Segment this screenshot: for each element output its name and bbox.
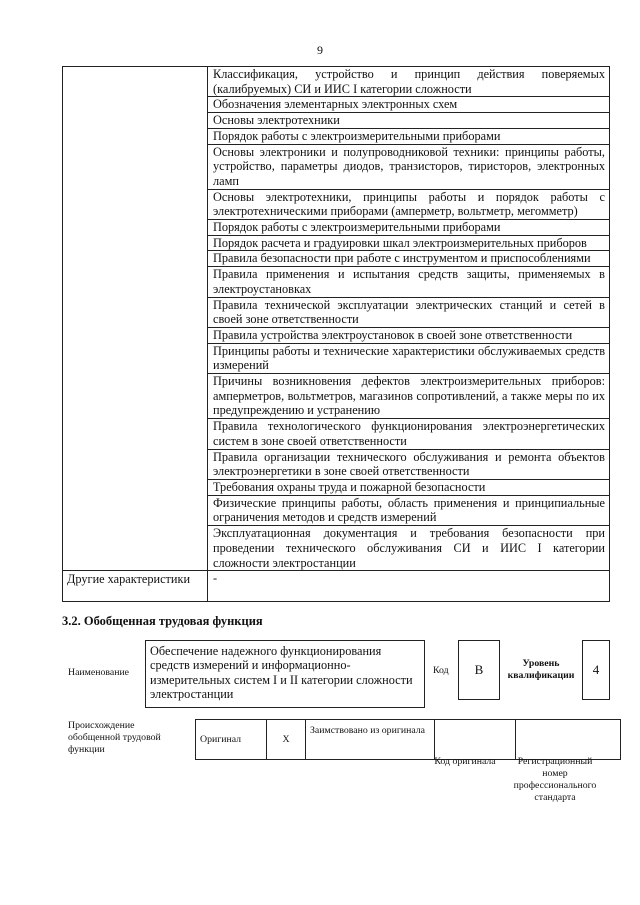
- knowledge-item: Правила технологического функционирования электроэнергетических систем в зоне своей ответственности: [208, 419, 610, 449]
- knowledge-item: Порядок расчета и градуировки шкал электроизмерительных приборов: [208, 235, 610, 251]
- code-field: B: [458, 640, 500, 700]
- knowledge-item: Порядок работы с электроизмерительными приборами: [208, 128, 610, 144]
- empty-label-cell: [63, 67, 208, 571]
- origin-table: [195, 719, 621, 760]
- knowledge-item: Основы электротехники: [208, 113, 610, 129]
- knowledge-item: Требования охраны труда и пожарной безопасности: [208, 479, 610, 495]
- knowledge-item: Порядок работы с электроизмерительными приборами: [208, 220, 610, 236]
- knowledge-item: Правила применения и испытания средств защиты, применяемых в электроустановках: [208, 267, 610, 297]
- original-mark: X: [267, 720, 306, 760]
- knowledge-item: Принципы работы и технические характеристики обслуживаемых средств измерений: [208, 343, 610, 373]
- other-characteristics-value: -: [208, 571, 610, 602]
- knowledge-item: Правила устройства электроустановок в своей зоне ответственности: [208, 327, 610, 343]
- qualification-level-label: Уровень квалификации: [507, 658, 575, 681]
- knowledge-item: Эксплуатационная документация и требования безопасности при проведении технического обслуживания СИ и ИИС I категории сложности электростанции: [208, 526, 610, 571]
- knowledge-item: Физические принципы работы, область применения и принципиальные ограничения методов и средств измерений: [208, 495, 610, 525]
- knowledge-item: Основы электротехники, принципы работы и порядок работы с электротехническими приборами (амперметр, вольтметр, мегомметр): [208, 189, 610, 219]
- knowledge-item: Правила технической эксплуатации электрических станций и сетей в своей зоне ответственности: [208, 297, 610, 327]
- knowledge-item: Правила организации технического обслуживания и ремонта объектов электроэнергетики в зоне своей ответственности: [208, 449, 610, 479]
- other-characteristics-label: Другие характеристики: [63, 571, 208, 602]
- knowledge-item: Правила безопасности при работе с инструментом и приспособлениями: [208, 251, 610, 267]
- original-code-label: Код оригинала: [434, 756, 496, 767]
- page-number: 9: [317, 43, 323, 57]
- original-label: Оригинал: [196, 720, 267, 760]
- knowledge-item: Основы электроники и полупроводниковой техники: принципы работы, устройство, параметры диодов, транзисторов, тиристоров, электронных ламп: [208, 144, 610, 189]
- original-code-cell: [435, 720, 516, 760]
- name-label: Наименование: [68, 667, 130, 678]
- table-row: [63, 67, 610, 97]
- section-title: 3.2. Обобщенная трудовая функция: [62, 614, 263, 628]
- borrowed-label: Заимствовано из оригинала: [306, 720, 435, 760]
- code-label: Код: [433, 665, 449, 676]
- knowledge-item: Обозначения элементарных электронных схем: [208, 97, 610, 113]
- qualification-level-field: 4: [582, 640, 610, 700]
- knowledge-table: [62, 66, 610, 602]
- registration-number-label: Регистрационный номер профессионального стандарта: [513, 756, 597, 803]
- knowledge-item: Классификация, устройство и принцип действия поверяемых (калибруемых) СИ и ИИС I категории сложности: [208, 67, 610, 97]
- function-name-field: Обеспечение надежного функционирования средств измерений и информационно-измерительных систем I и II категории сложности электростанции: [145, 640, 425, 708]
- registration-number-cell: [516, 720, 621, 760]
- knowledge-item: Причины возникновения дефектов электроизмерительных приборов: амперметров, вольтметров, магазинов сопротивлений, а также меры по их предупреждению и устранению: [208, 374, 610, 419]
- origin-label: Происхождение обобщенной трудовой функции: [68, 720, 161, 755]
- table-row: [63, 571, 610, 602]
